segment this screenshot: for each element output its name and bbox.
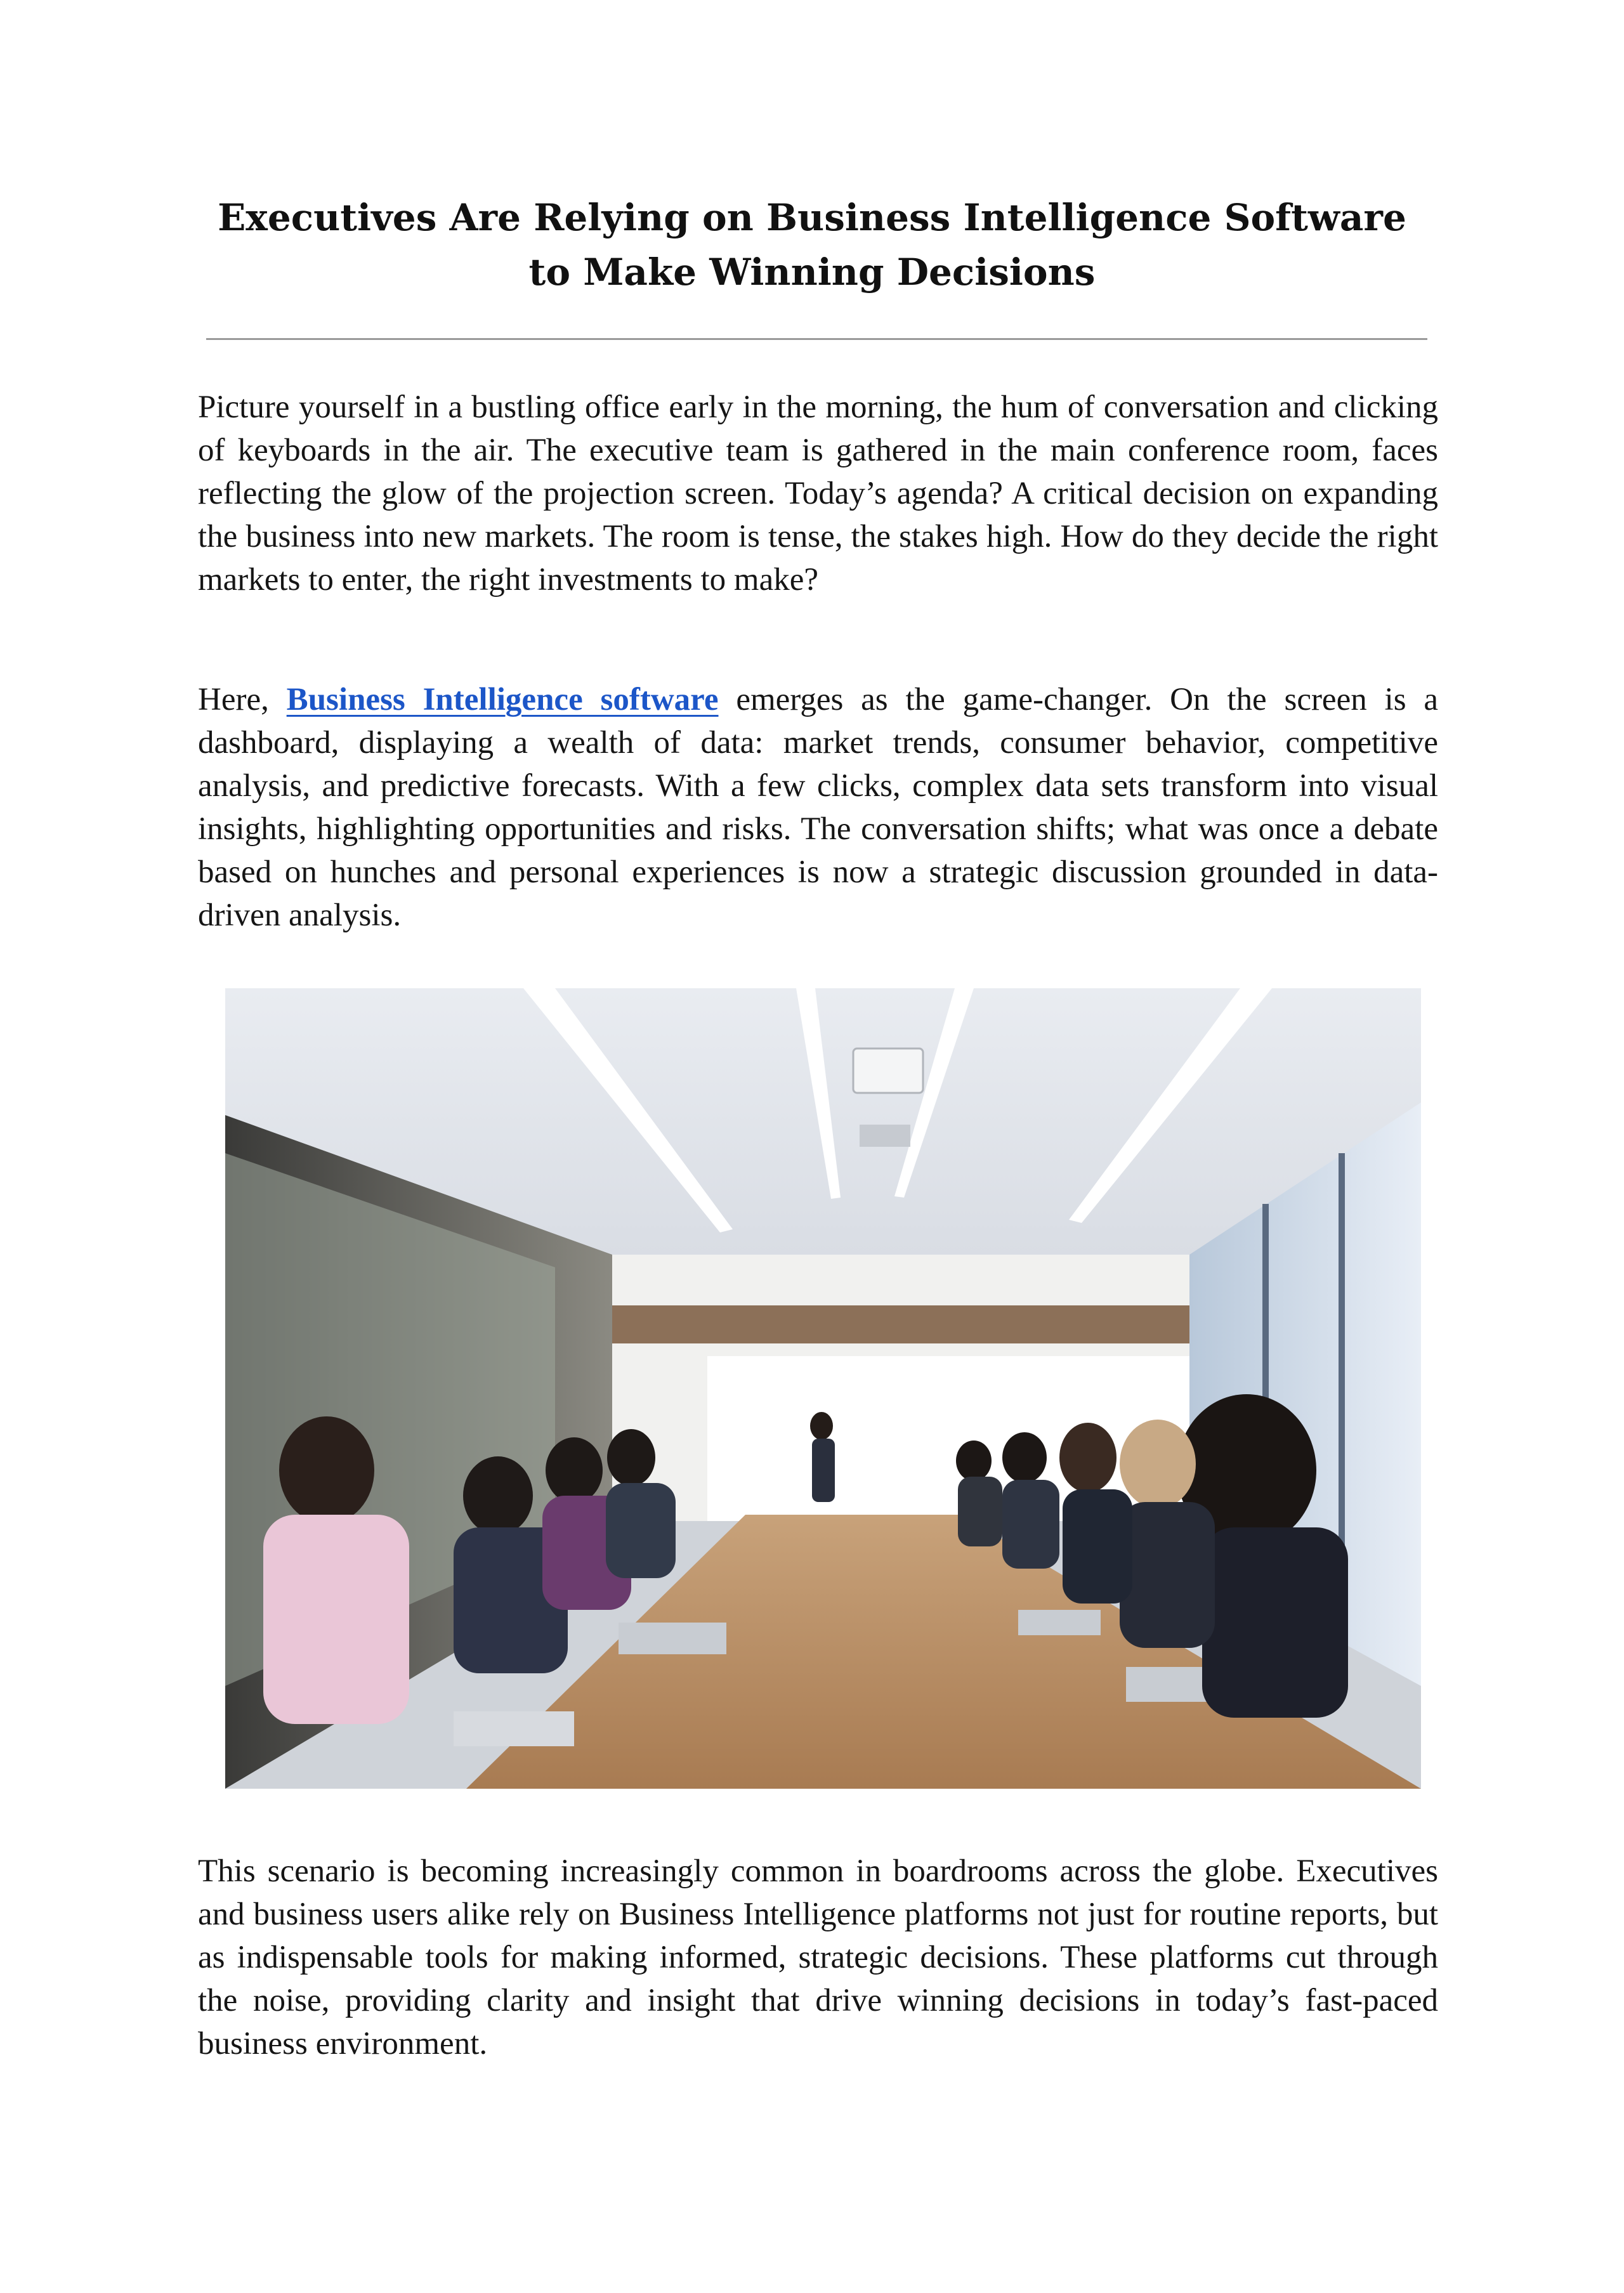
paragraph-conclusion: This scenario is becoming increasingly common in boardrooms across the globe. Executives and business users alike rely on Business Intelligence platforms not just for routine reports, but as indispensable tools for making informed, strategic decisions. These platforms cut through the noise, providing clarity and insight that drive winning decisions in today’s fast-paced business environment. bbox=[198, 1853, 1438, 2061]
paragraph-2-body: emerges as the game-changer. On the screen is a dashboard, displaying a wealth of data: market trends, consumer behavior, competitive analysis, and predictive forecasts. With a few clicks, complex data sets transform into visual insights, highlighting opportunities and risks. The conversation shifts; what was once a debate based on hunches and personal experiences is now a strategic discussion grounded in data-driven analysis. bbox=[198, 682, 1439, 933]
business-intelligence-software-link[interactable]: Business Intelligence software bbox=[286, 682, 719, 717]
article-title bbox=[203, 190, 1421, 299]
title-line-1: Executives Are Relying on Business Intelligence Software bbox=[218, 196, 1406, 239]
paragraph-2-lead: Here, bbox=[198, 682, 287, 717]
title-line-2: to Make Winning Decisions bbox=[528, 251, 1096, 294]
paragraph-bi-software bbox=[198, 678, 1438, 937]
title-divider bbox=[206, 338, 1427, 340]
paragraph-intro: Picture yourself in a bustling office early in the morning, the hum of conversation and clicking of keyboards in the air. The executive team is gathered in the main conference room, faces reflecting the glow of the projection screen. Today’s agenda? A critical decision on expanding the business into new markets. The room is tense, the stakes high. How do they decide the right markets to enter, the right investments to make? bbox=[198, 389, 1438, 598]
conference-room-photo bbox=[225, 988, 1421, 1789]
